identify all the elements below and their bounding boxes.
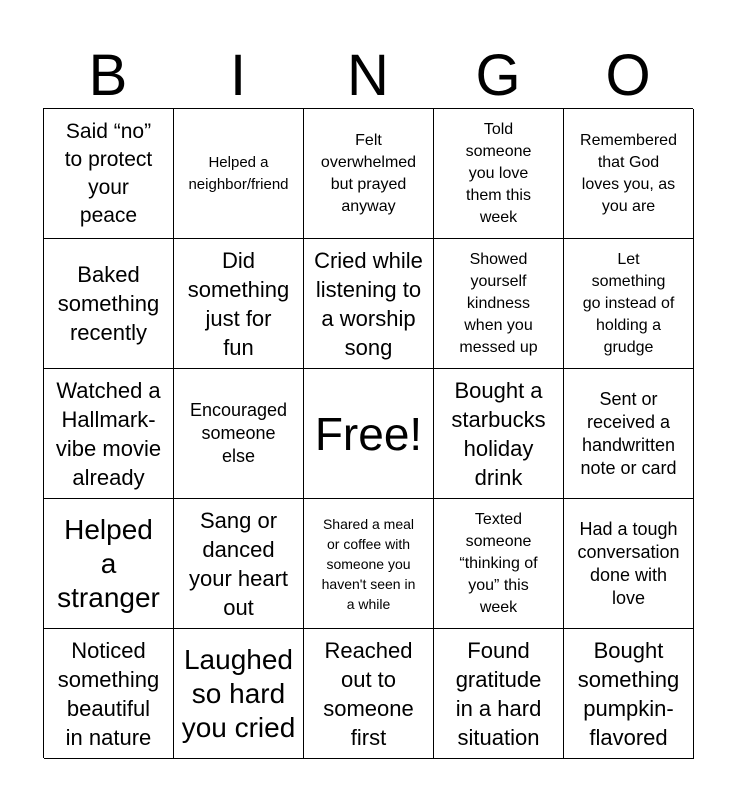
bingo-cell-r4-c4[interactable] [434,499,564,629]
bingo-cell-r4-c5[interactable] [564,499,694,629]
header-letter-g: G [475,43,521,108]
bingo-cell-r5-c1[interactable] [44,629,174,759]
bingo-cell-r5-c2[interactable] [174,629,304,759]
bingo-cell-text: Said “no” to protect your peace [64,119,153,227]
bingo-cell-r2-c5[interactable] [564,239,694,369]
bingo-cell-r3-c1[interactable] [44,369,174,499]
bingo-cell-text: Noticed something beautiful in nature [57,637,160,750]
bingo-card-grid [43,108,693,758]
bingo-cell-r5-c3[interactable] [304,629,434,759]
bingo-cell-text: Felt overwhelmed but prayed anyway [320,131,417,215]
bingo-cell-text: Free! [314,407,423,460]
bingo-header [43,44,693,108]
bingo-cell-r3-c4[interactable] [434,369,564,499]
bingo-cell-r1-c3[interactable] [304,109,434,239]
bingo-cell-text: Texted someone “thinking of you” this week [459,510,538,616]
bingo-cell-text: Found gratitude in a hard situation [455,637,542,750]
bingo-cell-r1-c1[interactable] [44,109,174,239]
bingo-cell-r3-c5[interactable] [564,369,694,499]
bingo-cell-text: Sent or received a handwritten note or card [580,388,677,478]
bingo-cell-text: Showed yourself kindness when you messed up [459,250,538,356]
bingo-cell-r1-c2[interactable] [174,109,304,239]
bingo-cell-text: Bought something pumpkin- flavored [577,637,680,750]
bingo-cell-text: Shared a meal or coffee with someone you haven't seen in a while [321,515,416,612]
bingo-cell-r4-c3[interactable] [304,499,434,629]
bingo-cell-r2-c4[interactable] [434,239,564,369]
bingo-cell-text: Cried while listening to a worship song [314,247,423,360]
bingo-cell-r1-c4[interactable] [434,109,564,239]
bingo-cell-r5-c5[interactable] [564,629,694,759]
bingo-cell-text: Did something just for fun [187,247,290,360]
bingo-cell-text: Baked something recently [57,262,160,345]
bingo-cell-text: Reached out to someone first [323,637,414,750]
bingo-cell-r2-c2[interactable] [174,239,304,369]
bingo-cell-text: Helped a neighbor/friend [188,153,289,193]
bingo-cell-r4-c1[interactable] [44,499,174,629]
bingo-cell-r3-c2[interactable] [174,369,304,499]
header-letter-o: O [605,43,651,108]
bingo-cell-r2-c3[interactable] [304,239,434,369]
bingo-cell-r1-c5[interactable] [564,109,694,239]
bingo-cell-text: Laughed so hard you cried [181,643,296,743]
header-letter-n: N [347,43,389,108]
bingo-cell-r5-c4[interactable] [434,629,564,759]
free-space-cell[interactable] [304,369,434,499]
bingo-cell-r2-c1[interactable] [44,239,174,369]
bingo-cell-text: Had a tough conversation done with love [577,518,680,608]
bingo-cell-text: Told someone you love them this week [465,120,532,226]
header-letter-b: B [88,43,128,108]
bingo-cell-text: Helped a stranger [57,513,160,613]
bingo-cell-text: Remembered that God loves you, as you are [580,131,677,215]
bingo-cell-r4-c2[interactable] [174,499,304,629]
bingo-cell-text: Encouraged someone else [189,400,288,466]
header-letter-i: I [229,43,247,108]
bingo-cell-text: Watched a Hallmark- vibe movie already [55,377,162,490]
bingo-cell-text: Let something go instead of holding a grudge [582,250,675,356]
bingo-cell-text: Bought a starbucks holiday drink [451,377,546,490]
bingo-cell-text: Sang or danced your heart out [188,507,289,620]
